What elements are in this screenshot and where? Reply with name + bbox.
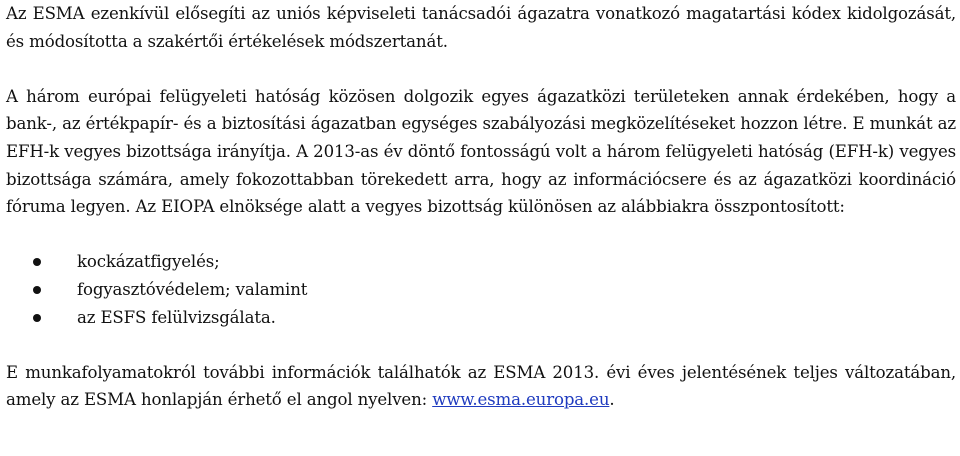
document-page: [6, 0, 956, 414]
list-item-text: kockázatfigyelés;: [77, 252, 220, 272]
paragraph-gap: [6, 331, 956, 359]
paragraph-more-info: [6, 359, 956, 414]
paragraph-joint-committee: A három európai felügyeleti hatóság közösen dolgozik egyes ágazatközi területeken annak érdekében, hogy a bank-, az értékpapír- és a biztosítási ágazatban egységes szabályozási megközelítéseket hozzon létre. E munkát az EFH-k vegyes bizottsága irányítja. A 2013-as év döntő fontosságú volt a három felügyeleti hatóság (EFH-k) vegyes bizottsága számára, amely fokozottabban törekedett arra, hogy az információcsere és az ágazatközi koordináció fóruma legyen. Az EIOPA elnöksége alatt a vegyes bizottság különösen az alábbiakra összpontosított:: [6, 86, 956, 217]
esma-website-link[interactable]: www.esma.europa.eu: [432, 390, 610, 410]
paragraph-esma-code: Az ESMA ezenkívül elősegíti az uniós képviseleti tanácsadói ágazatra vonatkozó magatartási kódex kidolgozását, és módosította a szakértői értékelések módszertanát.: [6, 4, 956, 51]
bullet-icon: [33, 258, 41, 266]
list-item-text: az ESFS felülvizsgálata.: [77, 307, 276, 327]
focus-bullet-list: [6, 248, 956, 331]
list-item: [6, 248, 956, 276]
list-item: [6, 304, 956, 332]
more-info-end: .: [609, 390, 615, 410]
paragraph-gap: [6, 221, 956, 249]
paragraph-gap: [6, 55, 956, 83]
bullet-icon: [33, 314, 41, 322]
bullet-icon: [33, 286, 41, 294]
list-item: [6, 276, 956, 304]
more-info-text: E munkafolyamatokról további információk találhatók az ESMA 2013. évi éves jelentésének teljes változatában, amely az ESMA honlapján érhető el angol nyelven:: [6, 362, 956, 410]
list-item-text: fogyasztóvédelem; valamint: [77, 279, 308, 299]
